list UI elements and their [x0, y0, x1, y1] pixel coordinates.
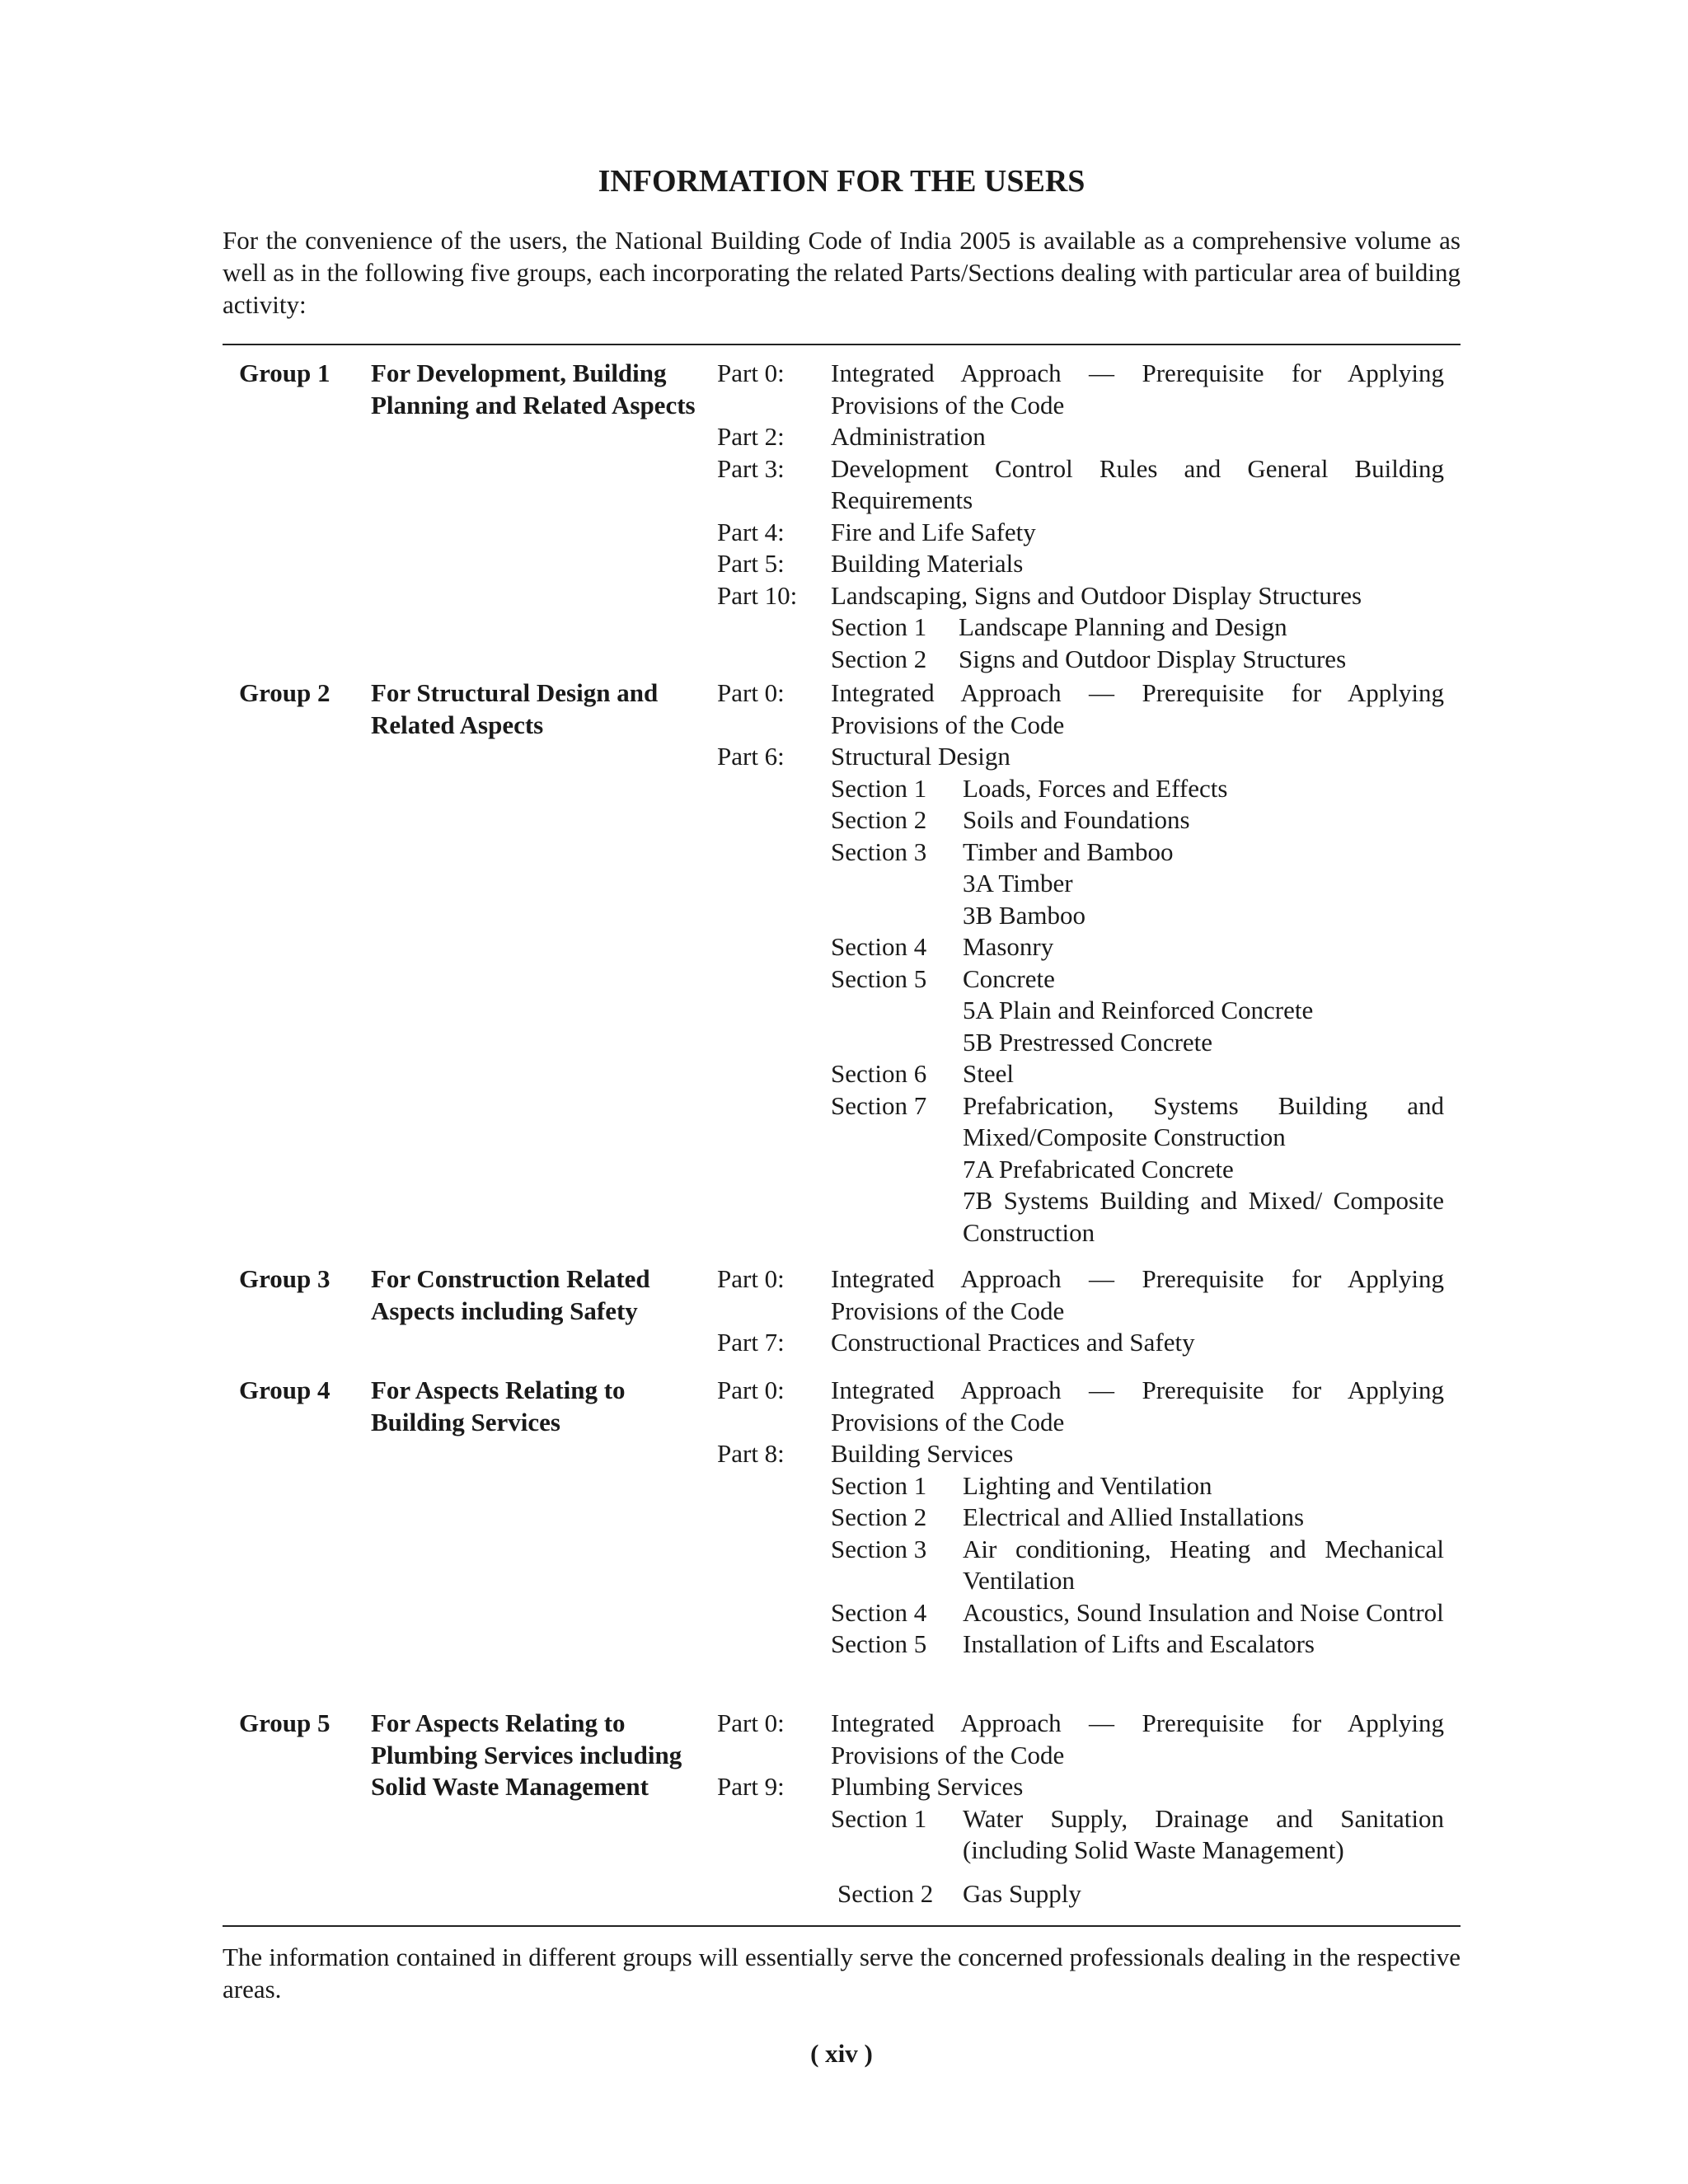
subsection-row: 7B Systems Building and Mixed/ Composite Construction — [963, 1186, 1444, 1247]
section-row — [831, 1090, 1444, 1154]
part-row — [717, 453, 1444, 517]
part-row — [717, 548, 1444, 580]
part-text: Integrated Approach — Prerequisite for Applying Provisions of the Code — [831, 1708, 1444, 1769]
group-title: For Structural Design and Related Aspects — [371, 678, 659, 739]
group-2 — [223, 677, 1461, 1263]
group-label: Group 2 — [239, 678, 331, 707]
part-number: Part 8: — [717, 1439, 785, 1468]
part-number: Part 6: — [717, 742, 785, 771]
section-text: Air conditioning, Heating and Mechanical Ventilation — [963, 1534, 1444, 1595]
section-row — [831, 773, 1444, 805]
section-row — [831, 963, 1444, 996]
group-3 — [223, 1263, 1461, 1375]
section-label: Section 3 — [831, 837, 927, 866]
section-text: Water Supply, Drainage and Sanitation (including Solid Waste Management) — [963, 1803, 1444, 1864]
part-text: Building Materials — [831, 549, 1024, 578]
section-label: Section 3 — [831, 1534, 927, 1563]
section-row — [831, 804, 1444, 837]
part-row — [717, 1771, 1444, 1803]
section-row — [831, 612, 1444, 644]
section-text: Gas Supply — [963, 1878, 1081, 1908]
section-label: Section 2 — [831, 644, 927, 673]
section-text: Electrical and Allied Installations — [963, 1502, 1305, 1531]
part-row — [717, 677, 1444, 741]
section-row — [831, 1629, 1444, 1661]
page-title: INFORMATION FOR THE USERS — [598, 164, 1085, 199]
section-text: Concrete — [963, 963, 1055, 993]
group-title: For Development, Building Planning and Related Aspects — [371, 359, 696, 419]
section-row — [831, 1534, 1444, 1597]
group-label: Group 4 — [239, 1376, 331, 1404]
part-text: Fire and Life Safety — [831, 517, 1036, 546]
part-text: Landscaping, Signs and Outdoor Display Structures — [831, 580, 1362, 610]
section-row — [831, 644, 1444, 676]
section-label: Section 1 — [831, 612, 927, 641]
part-text: Constructional Practices and Safety — [831, 1328, 1195, 1357]
section-text: Acoustics, Sound Insulation and Noise Control — [963, 1597, 1444, 1627]
section-row — [831, 1502, 1444, 1534]
group-5 — [223, 1708, 1461, 1910]
group-title: For Aspects Relating to Building Services — [371, 1376, 626, 1436]
section-row — [831, 931, 1444, 963]
subsection-row: 3B Bamboo — [963, 900, 1085, 930]
part-text: Plumbing Services — [831, 1772, 1024, 1801]
closing-paragraph: The information contained in different groups will essentially serve the concerned professionals dealing in the respective areas. — [223, 1943, 1461, 2004]
part-text: Integrated Approach — Prerequisite for Applying Provisions of the Code — [831, 678, 1444, 739]
part-number: Part 0: — [717, 1264, 785, 1293]
part-number: Part 5: — [717, 549, 785, 578]
group-parts — [717, 358, 1444, 675]
section-text: Lighting and Ventilation — [963, 1470, 1212, 1500]
group-label: Group 3 — [239, 1264, 331, 1293]
subsection-row: 5A Plain and Reinforced Concrete — [963, 996, 1314, 1024]
section-label: Section 5 — [831, 1629, 927, 1658]
section-text: Timber and Bamboo — [963, 837, 1174, 866]
section-label: Section 2 — [831, 1502, 927, 1531]
section-text: Steel — [963, 1059, 1014, 1088]
section-label: Section 6 — [831, 1059, 927, 1088]
groups-table — [223, 358, 1461, 1910]
section-row — [831, 1597, 1444, 1629]
section-label: Section 7 — [831, 1090, 927, 1120]
part-row — [717, 421, 1444, 453]
group-4 — [223, 1375, 1461, 1708]
section-text: Soils and Foundations — [963, 805, 1190, 834]
part-row — [717, 517, 1444, 549]
section-label: Section 1 — [831, 773, 927, 803]
part-text: Integrated Approach — Prerequisite for Applying Provisions of the Code — [831, 359, 1444, 419]
section-label: Section 1 — [831, 1803, 927, 1833]
part-row — [717, 1263, 1444, 1327]
part-text: Building Services — [831, 1439, 1014, 1468]
part-row — [717, 1327, 1444, 1359]
page-number: ( xiv ) — [810, 2039, 873, 2068]
section-label: Section 4 — [831, 1597, 927, 1627]
part-number: Part 7: — [717, 1328, 785, 1357]
part-text: Integrated Approach — Prerequisite for Applying Provisions of the Code — [831, 1376, 1444, 1436]
part-row — [717, 1708, 1444, 1771]
section-row — [831, 837, 1444, 869]
intro-paragraph: For the convenience of the users, the National Building Code of India 2005 is available as a comprehensive volume as well as in the following five groups, each incorporating the related Parts/Sections dealing with particular area of building activity: — [223, 226, 1461, 319]
group-parts — [717, 1708, 1444, 1910]
section-row — [837, 1878, 1444, 1910]
part-number: Part 0: — [717, 1376, 785, 1404]
section-label: Section 2 — [837, 1878, 934, 1908]
part-number: Part 9: — [717, 1772, 785, 1801]
section-label: Section 2 — [831, 805, 927, 834]
section-text: Signs and Outdoor Display Structures — [959, 644, 1347, 673]
section-row — [831, 1470, 1444, 1502]
section-label: Section 4 — [831, 932, 927, 961]
section-text: Loads, Forces and Effects — [963, 773, 1228, 803]
part-number: Part 0: — [717, 359, 785, 387]
part-number: Part 2: — [717, 422, 785, 451]
group-label: Group 5 — [239, 1708, 331, 1737]
section-row — [831, 1058, 1444, 1090]
section-text: Installation of Lifts and Escalators — [963, 1629, 1315, 1658]
group-parts — [717, 1375, 1444, 1661]
group-label: Group 1 — [239, 359, 331, 387]
part-number: Part 0: — [717, 1708, 785, 1737]
part-number: Part 3: — [717, 453, 785, 483]
group-title: For Construction Related Aspects including Safety — [371, 1264, 650, 1325]
part-row — [717, 580, 1444, 612]
section-text: Landscape Planning and Design — [959, 612, 1287, 641]
section-row — [831, 1803, 1444, 1867]
group-1 — [223, 358, 1461, 677]
group-title: For Aspects Relating to Plumbing Services including Solid Waste Management — [371, 1708, 682, 1801]
section-label: Section 5 — [831, 963, 927, 993]
subsection-row: 5B Prestressed Concrete — [963, 1027, 1213, 1057]
section-text: Prefabrication, Systems Building and Mixed/Composite Construction — [963, 1090, 1444, 1151]
part-row — [717, 1438, 1444, 1470]
section-text: Masonry — [963, 932, 1054, 961]
part-number: Part 4: — [717, 517, 785, 546]
part-number: Part 10: — [717, 580, 798, 610]
part-text: Structural Design — [831, 742, 1010, 771]
group-parts — [717, 1263, 1444, 1359]
part-text: Development Control Rules and General Building Requirements — [831, 453, 1444, 514]
part-number: Part 0: — [717, 678, 785, 707]
part-text: Integrated Approach — Prerequisite for Applying Provisions of the Code — [831, 1264, 1444, 1325]
top-divider — [223, 344, 1461, 345]
subsection-row: 7A Prefabricated Concrete — [963, 1154, 1234, 1183]
subsection-row: 3A Timber — [963, 869, 1073, 898]
part-row — [717, 1375, 1444, 1438]
bottom-divider — [223, 1925, 1461, 1927]
part-row — [717, 358, 1444, 421]
part-text: Administration — [831, 422, 986, 451]
part-row — [717, 741, 1444, 773]
group-parts — [717, 677, 1444, 1249]
section-label: Section 1 — [831, 1470, 927, 1500]
